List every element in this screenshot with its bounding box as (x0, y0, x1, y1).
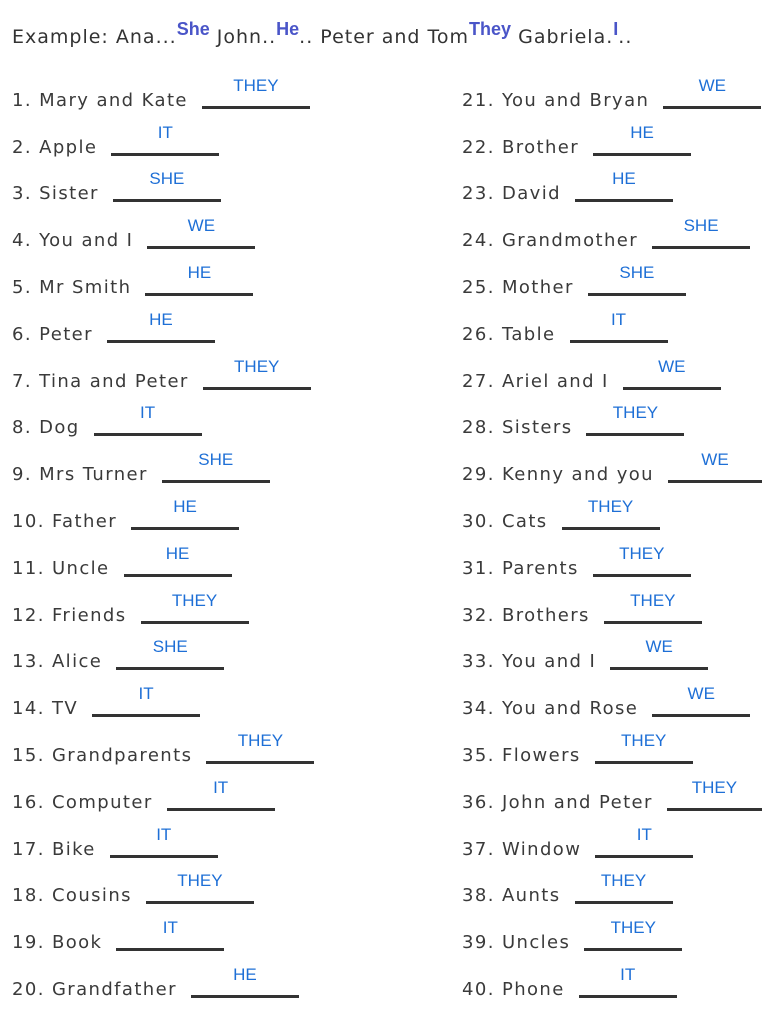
exercise-subject: Alice (51, 651, 103, 673)
answer-blank[interactable] (575, 871, 673, 904)
exercise-label (462, 979, 565, 1006)
exercise-label (462, 371, 609, 398)
exercise-number: 34. (462, 698, 495, 720)
exercise-subject: Book (51, 932, 103, 954)
answer-text: THEY (233, 75, 279, 95)
exercise-number: 27. (462, 370, 495, 392)
example-lead: . (606, 26, 614, 48)
answer-blank[interactable] (593, 123, 691, 156)
example-answer: They (469, 19, 512, 39)
answer-blank[interactable] (111, 123, 219, 156)
example-answer: She (176, 19, 210, 39)
answer-blank[interactable] (570, 310, 668, 343)
answer-blank[interactable] (595, 825, 693, 858)
exercise-subject: Apple (39, 136, 98, 158)
exercise-label (12, 792, 153, 819)
exercise-label (12, 464, 148, 491)
answer-text: THEY (237, 730, 284, 750)
exercise-number: 30. (462, 510, 495, 532)
exercise-subject: Bike (51, 838, 96, 860)
answer-text: HE (612, 169, 636, 189)
answer-text: WE (645, 637, 673, 657)
answer-text: IT (157, 122, 173, 142)
exercise-item (12, 444, 392, 491)
exercise-label (12, 745, 192, 772)
exercise-subject: You and I (501, 651, 597, 673)
answer-blank[interactable] (668, 450, 762, 483)
answer-text: HE (187, 262, 212, 282)
exercise-number: 25. (462, 276, 495, 298)
exercise-number: 26. (462, 323, 495, 345)
exercise-item (12, 772, 392, 819)
exercise-label (462, 417, 572, 444)
exercise-subject: Friends (51, 604, 127, 626)
exercise-label (12, 230, 133, 257)
exercise-subject: Peter (39, 323, 93, 345)
exercise-item (462, 819, 762, 866)
example-answer: He (276, 19, 300, 39)
answer-text: THEY (177, 871, 223, 891)
answer-blank[interactable] (110, 825, 218, 858)
exercise-number: 17. (12, 838, 45, 860)
answer-blank[interactable] (113, 169, 221, 202)
answer-blank[interactable] (584, 918, 682, 951)
answer-text: IT (140, 403, 156, 423)
exercise-number: 38. (462, 885, 495, 907)
example-answer: I (613, 19, 619, 39)
exercise-item (12, 304, 392, 351)
exercise-item (462, 117, 762, 164)
exercise-label (462, 277, 574, 304)
exercise-number: 2. (12, 136, 32, 158)
exercise-label (12, 698, 78, 725)
exercise-item (462, 491, 762, 538)
answer-blank[interactable] (575, 169, 673, 202)
exercise-item (12, 210, 392, 257)
answer-blank[interactable] (141, 591, 249, 624)
exercise-subject: Kenny and you (501, 464, 654, 486)
exercise-label (462, 651, 596, 678)
exercise-label (462, 230, 638, 257)
answer-blank[interactable] (146, 871, 254, 904)
exercise-item (12, 491, 392, 538)
example-line (12, 19, 752, 48)
answer-text: SHE (152, 637, 188, 657)
exercise-subject: Parents (501, 557, 579, 579)
exercise-number: 3. (12, 183, 32, 205)
example-prefix: Example: Ana (12, 26, 156, 48)
answer-text: THEY (691, 777, 738, 797)
exercise-label (12, 137, 97, 164)
exercise-number: 13. (12, 651, 45, 673)
answer-text: THEY (234, 356, 280, 376)
exercise-label (462, 464, 654, 491)
exercise-label (12, 885, 132, 912)
answer-text: IT (156, 824, 172, 844)
exercise-item (462, 164, 762, 211)
exercise-subject: Flowers (501, 744, 581, 766)
exercise-item (12, 725, 392, 772)
exercise-number: 21. (462, 89, 495, 111)
answer-text: IT (213, 777, 229, 797)
exercise-subject: Uncle (51, 557, 110, 579)
answer-text: HE (149, 309, 173, 329)
exercise-column-right (462, 70, 762, 1006)
exercise-item (462, 959, 762, 1006)
answer-text: IT (620, 964, 636, 984)
answer-blank[interactable] (203, 357, 311, 390)
answer-blank[interactable] (202, 76, 310, 109)
exercise-subject: Sisters (501, 417, 573, 439)
exercise-number: 6. (12, 323, 32, 345)
exercise-item (462, 912, 762, 959)
answer-text: WE (698, 75, 727, 95)
exercise-item (462, 398, 762, 445)
answer-blank[interactable] (162, 450, 270, 483)
exercise-number: 14. (12, 698, 45, 720)
exercise-label (462, 698, 638, 725)
answer-text: IT (162, 918, 178, 938)
answer-blank[interactable] (595, 731, 693, 764)
exercise-subject: Phone (501, 978, 565, 1000)
answer-text: IT (636, 824, 652, 844)
exercise-subject: Mother (501, 276, 574, 298)
exercise-label (462, 558, 579, 585)
exercise-label (462, 839, 581, 866)
example-lead: .. (262, 26, 277, 48)
exercise-subject: Brothers (501, 604, 590, 626)
exercise-subject: Grandmother (501, 230, 639, 252)
exercise-number: 5. (12, 276, 32, 298)
answer-blank[interactable] (131, 497, 239, 530)
exercise-subject: Mr Smith (39, 276, 132, 298)
exercise-label (462, 511, 548, 538)
answer-blank[interactable] (593, 544, 691, 577)
exercise-number: 33. (462, 651, 495, 673)
exercise-item (462, 538, 762, 585)
exercise-subject: Grandparents (51, 744, 193, 766)
exercise-label (462, 183, 561, 210)
exercise-subject: Dog (39, 417, 80, 439)
answer-text: THEY (630, 590, 676, 610)
exercise-number: 19. (12, 932, 45, 954)
answer-blank[interactable] (206, 731, 314, 764)
answer-blank[interactable] (116, 918, 224, 951)
exercise-number: 12. (12, 604, 45, 626)
answer-blank[interactable] (663, 76, 761, 109)
exercise-item (462, 257, 762, 304)
exercise-subject: David (501, 183, 561, 205)
exercise-subject: Tina and Peter (39, 370, 189, 392)
answer-text: WE (658, 356, 686, 376)
example-after: .. (618, 26, 633, 48)
exercise-subject: You and Bryan (501, 89, 650, 111)
answer-text: WE (701, 450, 729, 470)
exercise-number: 7. (12, 370, 32, 392)
exercise-label (462, 137, 579, 164)
exercise-subject: John and Peter (501, 791, 653, 813)
answer-text: THEY (610, 918, 656, 938)
exercise-subject: Mrs Turner (39, 464, 148, 486)
exercise-number: 36. (462, 791, 495, 813)
exercise-label (12, 417, 80, 444)
exercise-number: 24. (462, 230, 495, 252)
answer-blank[interactable] (191, 965, 299, 998)
exercise-label (12, 90, 188, 117)
exercise-label (462, 605, 590, 632)
exercise-item (12, 632, 392, 679)
answer-text: IT (138, 684, 154, 704)
answer-blank[interactable] (623, 357, 721, 390)
exercise-number: 4. (12, 230, 32, 252)
exercise-label (462, 932, 570, 959)
exercise-number: 18. (12, 885, 45, 907)
exercise-number: 29. (462, 464, 495, 486)
exercise-label (462, 792, 653, 819)
answer-text: THEY (171, 590, 218, 610)
answer-text: THEY (612, 403, 659, 423)
answer-text: HE (173, 496, 197, 516)
exercise-item (462, 444, 762, 491)
exercise-item (12, 585, 392, 632)
exercise-number: 32. (462, 604, 495, 626)
exercise-subject: Sister (39, 183, 99, 205)
answer-blank[interactable] (667, 778, 762, 811)
exercise-number: 22. (462, 136, 495, 158)
exercise-subject: Computer (51, 791, 153, 813)
exercise-number: 39. (462, 932, 495, 954)
exercise-item (462, 866, 762, 913)
exercise-number: 23. (462, 183, 495, 205)
answer-text: HE (165, 543, 190, 563)
answer-blank[interactable] (588, 263, 686, 296)
exercise-item (12, 257, 392, 304)
answer-blank[interactable] (579, 965, 677, 998)
exercise-item (462, 725, 762, 772)
exercise-item (12, 959, 392, 1006)
exercise-number: 31. (462, 557, 495, 579)
exercise-column-left (12, 70, 392, 1006)
answer-text: THEY (600, 871, 647, 891)
example-after: .. Peter and Tom (299, 26, 470, 48)
example-after: Gabriela (511, 26, 607, 48)
exercise-number: 11. (12, 557, 45, 579)
answer-blank[interactable] (107, 310, 215, 343)
exercise-number: 20. (12, 978, 45, 1000)
exercise-subject: Aunts (501, 885, 561, 907)
answer-text: SHE (198, 450, 234, 470)
example-lead: ... (155, 26, 177, 48)
exercise-label (12, 324, 93, 351)
exercise-label (12, 651, 102, 678)
exercise-item (462, 678, 762, 725)
answer-text: SHE (683, 216, 719, 236)
exercise-number: 10. (12, 510, 45, 532)
answer-blank[interactable] (604, 591, 702, 624)
exercise-label (12, 371, 189, 398)
answer-blank[interactable] (147, 216, 255, 249)
exercise-label (12, 183, 99, 210)
exercise-label (12, 558, 110, 585)
exercise-number: 37. (462, 838, 495, 860)
answer-text: SHE (619, 262, 655, 282)
answer-blank[interactable] (586, 403, 684, 436)
exercise-label (462, 324, 556, 351)
exercise-subject: Father (51, 510, 118, 532)
exercise-item (12, 866, 392, 913)
exercise-number: 40. (462, 978, 495, 1000)
answer-text: IT (610, 309, 627, 329)
exercise-subject: Ariel and I (501, 370, 609, 392)
exercise-subject: Table (501, 323, 556, 345)
exercise-item (462, 772, 762, 819)
exercise-item (12, 164, 392, 211)
exercise-subject: Mary and Kate (39, 89, 188, 111)
example-after: John (209, 26, 263, 48)
exercise-label (12, 605, 127, 632)
exercise-subject: Brother (501, 136, 580, 158)
exercise-label (12, 511, 117, 538)
exercise-item (12, 678, 392, 725)
answer-text: SHE (149, 169, 185, 189)
exercise-item (462, 70, 762, 117)
exercise-number: 35. (462, 744, 495, 766)
exercise-item (12, 351, 392, 398)
answer-text: HE (233, 964, 257, 984)
exercise-label (462, 745, 581, 772)
exercise-item (462, 632, 762, 679)
exercise-subject: Cats (501, 510, 548, 532)
answer-text: THEY (587, 496, 634, 516)
exercise-item (462, 351, 762, 398)
exercise-label (462, 90, 649, 117)
exercise-item (12, 70, 392, 117)
answer-text: THEY (621, 730, 667, 750)
exercise-item (12, 912, 392, 959)
answer-blank[interactable] (92, 684, 200, 717)
exercise-number: 15. (12, 744, 45, 766)
answer-blank[interactable] (145, 263, 253, 296)
exercise-subject: You and Rose (501, 698, 639, 720)
exercise-item (462, 304, 762, 351)
exercise-subject: Grandfather (51, 978, 177, 1000)
answer-blank[interactable] (652, 216, 750, 249)
answer-blank[interactable] (94, 403, 202, 436)
exercise-label (12, 277, 131, 304)
exercise-number: 1. (12, 89, 32, 111)
exercise-label (12, 839, 96, 866)
exercise-item (12, 819, 392, 866)
answer-blank[interactable] (124, 544, 232, 577)
exercise-item (12, 117, 392, 164)
answer-blank[interactable] (652, 684, 750, 717)
answer-blank[interactable] (167, 778, 275, 811)
exercise-item (462, 585, 762, 632)
exercise-item (462, 210, 762, 257)
answer-blank[interactable] (116, 637, 224, 670)
exercise-number: 28. (462, 417, 495, 439)
answer-text: THEY (619, 543, 665, 563)
answer-blank[interactable] (610, 637, 708, 670)
exercise-subject: TV (51, 698, 79, 720)
exercise-subject: Window (501, 838, 582, 860)
exercise-number: 9. (12, 464, 32, 486)
exercise-number: 16. (12, 791, 45, 813)
answer-text: WE (687, 684, 715, 704)
answer-text: WE (187, 216, 216, 236)
exercise-label (12, 932, 102, 959)
exercise-number: 8. (12, 417, 32, 439)
exercise-item (12, 398, 392, 445)
answer-text: HE (630, 122, 654, 142)
exercise-subject: Uncles (501, 932, 571, 954)
exercise-label (12, 979, 177, 1006)
exercise-subject: Cousins (51, 885, 132, 907)
exercise-item (12, 538, 392, 585)
exercise-subject: You and I (39, 230, 134, 252)
exercise-label (462, 885, 561, 912)
answer-blank[interactable] (562, 497, 660, 530)
